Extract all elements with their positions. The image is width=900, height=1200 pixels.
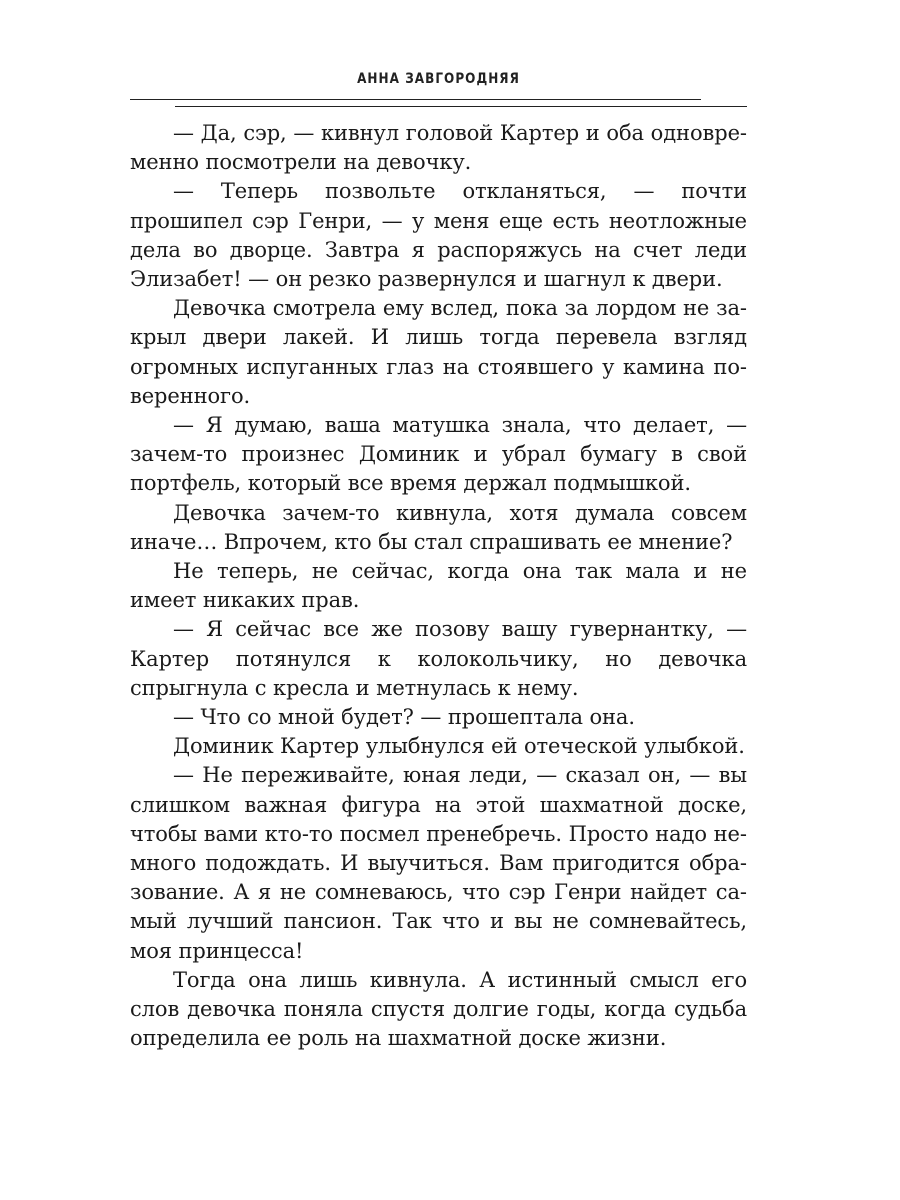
page-body-text xyxy=(130,119,747,1054)
paragraph-11: Тогда она лишь кивнула. А истинный смысл его слов девочка поняла спустя долгие годы, когда судьба определила ее роль на шахматной доске жизни. xyxy=(130,967,747,1051)
paragraph-7: — Я сейчас все же позову вашу гувернантку, — Картер потянулся к колокольчику, но девочка спрыгнула с кресла и метнулась к нему. xyxy=(130,617,747,700)
paragraph-4: — Я думаю, ваша матушка знала, что делает, — зачем-то произнес Доминик и убрал бумагу в свой портфель, который все время держал подмышкой. xyxy=(130,413,747,496)
header-rule-lower xyxy=(175,106,747,107)
paragraph-1: — Да, сэр, — кивнул головой Картер и оба одновременно посмотрели на девочку. xyxy=(130,121,747,175)
header-rule-upper xyxy=(130,99,701,100)
paragraph-5: Девочка зачем-то кивнула, хотя думала совсем иначе… Впрочем, кто бы стал спрашивать ее мнение? xyxy=(130,500,747,554)
running-header-author: АННА ЗАВГОРОДНЯЯ xyxy=(357,71,520,87)
paragraph-8: — Что со мной будет? — прошептала она. xyxy=(173,705,635,730)
paragraph-2: — Теперь позвольте откланяться, — почти прошипел сэр Генри, — у меня еще есть неотложные дела во дворце. Завтра я распоряжусь на счет леди Элизабет! — он резко развернулся и шагнул к двери. xyxy=(130,179,747,292)
paragraph-3: Девочка смотрела ему вслед, пока за лордом не закрыл двери лакей. И лишь тогда перевела взгляд огромных испуганных глаз на стоявшего у камина поверенного. xyxy=(130,296,747,408)
paragraph-9: Доминик Картер улыбнулся ей отеческой улыбкой. xyxy=(173,734,745,759)
paragraph-10: — Не переживайте, юная леди, — сказал он, — вы слишком важная фигура на этой шахматной доске, чтобы вами кто-то посмел пренебречь. Просто надо немного подождать. И выучиться. Вам пригодится образование. А я не сомневаюсь, что сэр Генри найдет самый лучший пансион. Так что и вы не сомневайтесь, моя принцесса! xyxy=(130,763,747,963)
paragraph-6: Не теперь, не сейчас, когда она так мала и не имеет никаких прав. xyxy=(130,559,747,613)
